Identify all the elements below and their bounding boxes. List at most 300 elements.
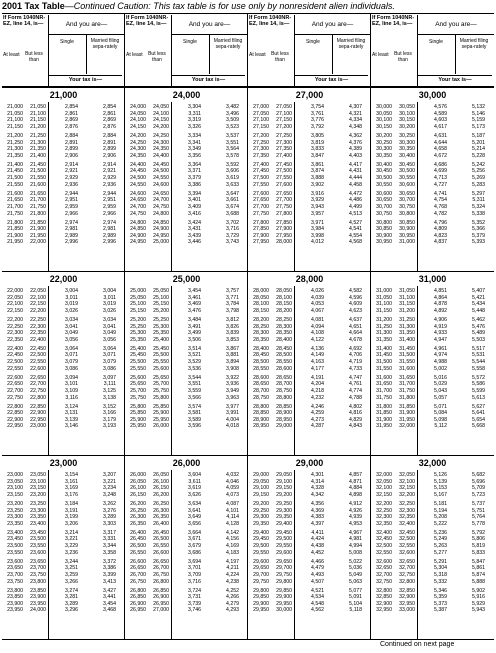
group-title: 22,000 xyxy=(49,274,78,284)
cell-but-less-than: 32,650 xyxy=(399,558,415,565)
cell-tax-married: 5,036 xyxy=(349,565,362,572)
cell-at-least: 29,550 xyxy=(253,549,269,556)
cell-tax-married: 3,784 xyxy=(226,301,239,308)
cell-tax-married: 3,606 xyxy=(226,168,239,175)
cell-tax-single: 3,819 xyxy=(311,139,324,146)
table-row xyxy=(2,308,124,315)
cell-tax-single: 3,011 xyxy=(65,294,78,301)
cell-tax-married: 3,867 xyxy=(226,345,239,352)
table-row xyxy=(125,295,247,302)
cell-but-less-than: 24,150 xyxy=(153,117,169,124)
cell-at-least: 27,750 xyxy=(253,210,269,217)
cell-tax-single: 4,919 xyxy=(434,323,447,330)
cell-but-less-than: 30,950 xyxy=(399,232,415,239)
cell-tax-single: 3,679 xyxy=(188,543,201,549)
cell-tax-single: 4,259 xyxy=(311,410,324,417)
cell-tax-married: 4,788 xyxy=(349,394,362,401)
table-row xyxy=(248,485,370,492)
cell-tax-single: 3,364 xyxy=(188,161,201,168)
cell-but-less-than: 30,650 xyxy=(399,190,415,197)
cell-tax-single: 3,064 xyxy=(65,345,78,352)
cell-but-less-than: 27,200 xyxy=(276,123,292,130)
income-group xyxy=(248,271,370,455)
table-row xyxy=(2,579,124,586)
cell-tax-married: 5,049 xyxy=(349,571,362,578)
cell-at-least: 27,550 xyxy=(253,181,269,188)
cell-tax-married: 2,944 xyxy=(103,190,116,197)
cell-tax-married: 3,193 xyxy=(103,423,116,430)
cell-at-least: 23,650 xyxy=(7,565,23,572)
cell-tax-single: 3,847 xyxy=(311,152,324,159)
cell-tax-single: 5,291 xyxy=(434,558,447,565)
cell-tax-single: 3,206 xyxy=(65,520,78,527)
cell-at-least: 28,500 xyxy=(253,359,269,365)
cell-tax-single: 3,805 xyxy=(311,132,324,139)
cell-at-least: 32,300 xyxy=(376,514,392,521)
table-row xyxy=(125,140,247,147)
cell-tax-married: 5,627 xyxy=(472,403,485,410)
table-row xyxy=(371,124,494,131)
cell-tax-single: 4,438 xyxy=(311,543,324,549)
cell-tax-married: 3,592 xyxy=(226,161,239,168)
cell-at-least: 32,050 xyxy=(376,478,392,485)
cell-at-least: 32,900 xyxy=(376,600,392,607)
cell-tax-single: 2,966 xyxy=(65,210,78,217)
group-title: 26,000 xyxy=(172,458,201,468)
cell-but-less-than: 26,550 xyxy=(153,543,169,549)
cell-tax-single: 3,536 xyxy=(188,365,201,372)
cell-tax-married: 3,771 xyxy=(226,294,239,301)
table-row xyxy=(248,324,370,331)
table-row xyxy=(371,168,494,175)
header-but-less-than: But less than xyxy=(25,51,43,63)
table-row xyxy=(248,117,370,124)
cell-at-least: 21,250 xyxy=(7,139,23,146)
cell-tax-married: 3,922 xyxy=(226,374,239,381)
income-group xyxy=(2,87,124,271)
cell-tax-married: 3,619 xyxy=(226,175,239,181)
cell-at-least: 23,200 xyxy=(7,500,23,507)
continued-note: Continued on next page xyxy=(380,641,455,648)
cell-tax-married: 3,152 xyxy=(103,403,116,410)
cell-but-less-than: 32,050 xyxy=(399,472,415,478)
cell-tax-married: 4,664 xyxy=(349,330,362,337)
cell-at-least: 24,500 xyxy=(130,175,146,181)
cell-but-less-than: 30,500 xyxy=(399,168,415,175)
cell-tax-married: 3,839 xyxy=(226,330,239,337)
table-row xyxy=(248,366,370,373)
cell-at-least: 25,500 xyxy=(130,359,146,365)
table-row xyxy=(2,317,124,324)
cell-but-less-than: 21,850 xyxy=(30,219,46,226)
table-row xyxy=(371,366,494,373)
cell-tax-married: 5,324 xyxy=(472,203,485,210)
cell-tax-single: 4,576 xyxy=(434,104,447,110)
header-but-less-than: But less than xyxy=(394,51,412,63)
cell-at-least: 22,750 xyxy=(7,394,23,401)
table-row xyxy=(248,337,370,344)
cell-tax-single: 4,548 xyxy=(311,600,324,607)
header-married: Married filing sepa-rately xyxy=(459,38,489,50)
cell-but-less-than: 28,200 xyxy=(276,307,292,314)
cell-at-least: 32,550 xyxy=(376,549,392,556)
cell-tax-single: 3,056 xyxy=(65,336,78,343)
cell-at-least: 24,000 xyxy=(130,104,146,110)
table-row xyxy=(2,607,124,614)
cell-at-least: 28,250 xyxy=(253,323,269,330)
table-row xyxy=(2,204,124,211)
cell-tax-married: 4,279 xyxy=(226,600,239,607)
cell-but-less-than: 31,300 xyxy=(399,323,415,330)
cell-but-less-than: 30,250 xyxy=(399,132,415,139)
cell-tax-married: 4,101 xyxy=(226,507,239,514)
cell-at-least: 32,950 xyxy=(376,607,392,614)
table-row xyxy=(371,117,494,124)
cell-tax-single: 5,277 xyxy=(434,549,447,556)
table-row xyxy=(371,295,494,302)
group-title: 29,000 xyxy=(295,458,324,468)
cell-tax-married: 2,951 xyxy=(103,197,116,204)
cell-but-less-than: 26,250 xyxy=(153,500,169,507)
cell-at-least: 28,650 xyxy=(253,381,269,388)
cell-tax-married: 3,049 xyxy=(103,330,116,337)
table-row xyxy=(248,140,370,147)
cell-but-less-than: 31,050 xyxy=(399,288,415,294)
table-row xyxy=(371,352,494,359)
cell-but-less-than: 21,900 xyxy=(30,226,46,233)
cell-tax-married: 2,906 xyxy=(103,152,116,159)
cell-but-less-than: 29,650 xyxy=(276,558,292,565)
cell-at-least: 21,050 xyxy=(7,110,23,117)
cell-tax-single: 5,222 xyxy=(434,520,447,527)
table-row xyxy=(125,514,247,521)
cell-but-less-than: 26,400 xyxy=(153,520,169,527)
cell-tax-single: 3,221 xyxy=(65,536,78,543)
cell-but-less-than: 24,300 xyxy=(153,139,169,146)
cell-tax-married: 3,262 xyxy=(103,500,116,507)
cell-at-least: 22,350 xyxy=(7,336,23,343)
cell-tax-married: 5,929 xyxy=(472,600,485,607)
cell-tax-single: 3,319 xyxy=(188,117,201,124)
cell-tax-married: 4,541 xyxy=(349,226,362,233)
cell-tax-single: 3,604 xyxy=(188,472,201,478)
table-row xyxy=(248,521,370,528)
table-row xyxy=(248,375,370,382)
title-main: 2001 Tax Table xyxy=(2,1,65,11)
cell-but-less-than: 22,450 xyxy=(30,345,46,352)
table-row xyxy=(125,485,247,492)
cell-tax-single: 3,641 xyxy=(188,507,201,514)
cell-at-least: 26,350 xyxy=(130,520,146,527)
cell-but-less-than: 23,250 xyxy=(30,500,46,507)
cell-but-less-than: 23,100 xyxy=(30,478,46,485)
header-divider xyxy=(209,34,210,74)
table-row xyxy=(2,111,124,118)
table-row xyxy=(248,288,370,295)
cell-at-least: 21,900 xyxy=(7,232,23,239)
cell-but-less-than: 24,100 xyxy=(153,110,169,117)
cell-tax-married: 3,386 xyxy=(103,565,116,572)
cell-but-less-than: 25,450 xyxy=(153,345,169,352)
cell-tax-married: 2,974 xyxy=(103,219,116,226)
table-row xyxy=(125,565,247,572)
cell-tax-married: 4,046 xyxy=(226,478,239,485)
cell-at-least: 22,200 xyxy=(7,316,23,323)
cell-tax-married: 4,499 xyxy=(349,203,362,210)
table-row xyxy=(125,191,247,198)
cell-at-least: 25,050 xyxy=(130,294,146,301)
table-row xyxy=(125,536,247,543)
cell-tax-married: 4,197 xyxy=(226,558,239,565)
cell-but-less-than: 30,700 xyxy=(399,197,415,204)
table-row xyxy=(125,301,247,308)
header-divider xyxy=(86,34,87,74)
header-and-you-are: And you are— xyxy=(48,15,124,35)
cell-tax-married: 3,729 xyxy=(226,232,239,239)
cell-tax-married: 5,668 xyxy=(472,423,485,430)
table-row xyxy=(2,588,124,595)
cell-tax-single: 3,131 xyxy=(65,410,78,417)
cell-but-less-than: 25,000 xyxy=(153,239,169,246)
cell-but-less-than: 22,150 xyxy=(30,301,46,308)
cell-tax-single: 3,379 xyxy=(188,175,201,181)
cell-at-least: 21,350 xyxy=(7,152,23,159)
cell-at-least: 24,250 xyxy=(130,139,146,146)
cell-but-less-than: 27,850 xyxy=(276,219,292,226)
table-row xyxy=(248,226,370,233)
cell-but-less-than: 30,450 xyxy=(399,161,415,168)
group-title: 25,000 xyxy=(172,274,201,284)
header-at-least: At least xyxy=(3,52,20,58)
cell-tax-married: 3,276 xyxy=(103,507,116,514)
table-row xyxy=(248,536,370,543)
cell-tax-married: 4,389 xyxy=(349,146,362,153)
cell-tax-married: 3,963 xyxy=(226,394,239,401)
table-row xyxy=(371,111,494,118)
column-header xyxy=(371,14,494,87)
cell-tax-married: 3,064 xyxy=(103,345,116,352)
cell-tax-single: 3,409 xyxy=(188,203,201,210)
cell-tax-single: 3,792 xyxy=(311,123,324,130)
table-row xyxy=(2,226,124,233)
table-row xyxy=(125,417,247,424)
table-row xyxy=(371,239,494,246)
cell-at-least: 31,150 xyxy=(376,307,392,314)
cell-tax-married: 4,348 xyxy=(349,123,362,130)
table-row xyxy=(125,352,247,359)
cell-at-least: 30,450 xyxy=(376,168,392,175)
cell-tax-married: 3,086 xyxy=(103,365,116,372)
cell-at-least: 27,650 xyxy=(253,197,269,204)
cell-tax-single: 3,566 xyxy=(188,394,201,401)
cell-tax-married: 3,221 xyxy=(103,478,116,485)
cell-but-less-than: 30,100 xyxy=(399,110,415,117)
table-row xyxy=(248,317,370,324)
cell-tax-married: 3,743 xyxy=(226,239,239,246)
table-row xyxy=(125,182,247,189)
table-row xyxy=(371,588,494,595)
cell-but-less-than: 28,600 xyxy=(276,365,292,372)
cell-tax-single: 5,016 xyxy=(434,374,447,381)
table-row xyxy=(125,388,247,395)
table-row xyxy=(371,607,494,614)
cell-tax-single: 3,861 xyxy=(311,161,324,168)
cell-but-less-than: 29,750 xyxy=(276,571,292,578)
cell-but-less-than: 27,800 xyxy=(276,210,292,217)
cell-tax-single: 5,029 xyxy=(434,381,447,388)
cell-tax-single: 3,874 xyxy=(311,168,324,175)
table-row xyxy=(2,550,124,557)
table-row xyxy=(248,346,370,353)
cell-at-least: 24,700 xyxy=(130,203,146,210)
table-row xyxy=(2,168,124,175)
table-row xyxy=(371,301,494,308)
cell-tax-single: 4,218 xyxy=(311,387,324,394)
cell-tax-single: 5,084 xyxy=(434,410,447,417)
cell-but-less-than: 24,200 xyxy=(153,123,169,130)
cell-at-least: 22,050 xyxy=(7,294,23,301)
cell-at-least: 25,200 xyxy=(130,316,146,323)
cell-at-least: 29,800 xyxy=(253,587,269,594)
cell-but-less-than: 26,100 xyxy=(153,478,169,485)
cell-but-less-than: 28,700 xyxy=(276,381,292,388)
cell-at-least: 32,450 xyxy=(376,536,392,543)
cell-tax-single: 3,424 xyxy=(188,219,201,226)
table-row xyxy=(371,395,494,402)
cell-but-less-than: 24,850 xyxy=(153,219,169,226)
table-row xyxy=(2,295,124,302)
cell-at-least: 28,450 xyxy=(253,352,269,359)
cell-tax-married: 5,338 xyxy=(472,210,485,217)
cell-tax-married: 4,898 xyxy=(349,491,362,498)
table-row xyxy=(2,472,124,479)
cell-tax-married: 4,706 xyxy=(349,352,362,359)
cell-tax-single: 3,754 xyxy=(311,104,324,110)
table-row xyxy=(2,220,124,227)
table-row xyxy=(248,239,370,246)
table-row xyxy=(371,423,494,430)
table-row xyxy=(371,308,494,315)
cell-but-less-than: 27,750 xyxy=(276,203,292,210)
cell-but-less-than: 32,800 xyxy=(399,578,415,585)
cell-at-least: 27,050 xyxy=(253,110,269,117)
table-row xyxy=(248,530,370,537)
cell-but-less-than: 26,750 xyxy=(153,571,169,578)
cell-tax-married: 5,806 xyxy=(472,536,485,543)
cell-tax-married: 4,004 xyxy=(226,416,239,423)
cell-tax-single: 3,019 xyxy=(65,301,78,308)
cell-tax-married: 4,857 xyxy=(349,472,362,478)
cell-tax-single: 3,274 xyxy=(65,587,78,594)
table-row xyxy=(125,410,247,417)
cell-at-least: 28,550 xyxy=(253,365,269,372)
table-row xyxy=(125,559,247,566)
table-row xyxy=(125,530,247,537)
cell-but-less-than: 23,400 xyxy=(30,520,46,527)
table-row xyxy=(248,492,370,499)
cell-tax-married: 4,719 xyxy=(349,359,362,365)
cell-at-least: 26,200 xyxy=(130,500,146,507)
cell-tax-married: 3,454 xyxy=(103,600,116,607)
cell-tax-married: 5,586 xyxy=(472,381,485,388)
cell-at-least: 30,250 xyxy=(376,139,392,146)
income-group xyxy=(125,87,247,271)
table-row xyxy=(371,485,494,492)
table-row xyxy=(2,594,124,601)
cell-but-less-than: 30,550 xyxy=(399,175,415,181)
header-if-form: If Form 1040NR-EZ, line 14, is— xyxy=(3,15,46,28)
cell-tax-single: 4,232 xyxy=(311,394,324,401)
cell-tax-married: 5,008 xyxy=(349,549,362,556)
cell-at-least: 21,400 xyxy=(7,161,23,168)
table-row xyxy=(371,204,494,211)
cell-at-least: 25,250 xyxy=(130,323,146,330)
table-row xyxy=(125,204,247,211)
cell-but-less-than: 31,250 xyxy=(399,316,415,323)
cell-at-least: 32,400 xyxy=(376,529,392,536)
cell-tax-married: 4,568 xyxy=(349,239,362,246)
cell-tax-single: 3,244 xyxy=(65,558,78,565)
cell-but-less-than: 32,900 xyxy=(399,594,415,601)
table-row xyxy=(248,572,370,579)
cell-tax-married: 4,417 xyxy=(349,161,362,168)
cell-but-less-than: 22,700 xyxy=(30,381,46,388)
cell-at-least: 25,750 xyxy=(130,394,146,401)
cell-but-less-than: 22,400 xyxy=(30,336,46,343)
cell-at-least: 23,150 xyxy=(7,491,23,498)
cell-but-less-than: 21,300 xyxy=(30,139,46,146)
table-row xyxy=(125,501,247,508)
header-single: Single xyxy=(60,39,74,45)
cell-at-least: 32,750 xyxy=(376,578,392,585)
cell-tax-single: 4,837 xyxy=(434,239,447,246)
cell-at-least: 25,550 xyxy=(130,365,146,372)
cell-but-less-than: 25,150 xyxy=(153,301,169,308)
cell-at-least: 27,600 xyxy=(253,190,269,197)
cell-at-least: 28,150 xyxy=(253,307,269,314)
cell-at-least: 31,400 xyxy=(376,345,392,352)
cell-at-least: 30,650 xyxy=(376,197,392,204)
cell-tax-single: 3,034 xyxy=(65,316,78,323)
cell-tax-married: 3,578 xyxy=(226,152,239,159)
cell-tax-single: 4,081 xyxy=(311,316,324,323)
table-row xyxy=(248,514,370,521)
cell-tax-single: 4,713 xyxy=(434,175,447,181)
cell-tax-single: 4,864 xyxy=(434,294,447,301)
table-row xyxy=(371,508,494,515)
table-column xyxy=(371,14,494,639)
cell-tax-single: 3,094 xyxy=(65,374,78,381)
cell-tax-married: 3,633 xyxy=(226,181,239,188)
cell-tax-married: 3,303 xyxy=(103,520,116,527)
cell-at-least: 27,950 xyxy=(253,239,269,246)
cell-at-least: 24,400 xyxy=(130,161,146,168)
cell-but-less-than: 24,500 xyxy=(153,168,169,175)
cell-tax-married: 2,861 xyxy=(103,110,116,117)
cell-at-least: 21,950 xyxy=(7,239,23,246)
cell-but-less-than: 22,600 xyxy=(30,365,46,372)
cell-tax-single: 3,049 xyxy=(65,330,78,337)
cell-tax-single: 5,181 xyxy=(434,500,447,507)
cell-tax-single: 4,397 xyxy=(311,520,324,527)
cell-but-less-than: 32,850 xyxy=(399,587,415,594)
table-row xyxy=(371,197,494,204)
cell-tax-married: 2,921 xyxy=(103,168,116,175)
cell-but-less-than: 28,250 xyxy=(276,316,292,323)
table-row xyxy=(125,133,247,140)
table-row xyxy=(248,508,370,515)
cell-at-least: 32,250 xyxy=(376,507,392,514)
